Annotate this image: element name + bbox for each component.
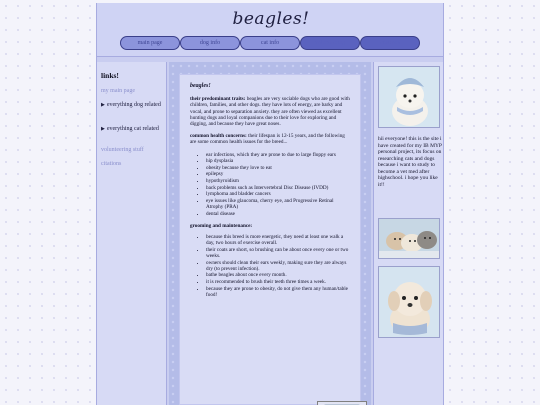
list-item: • it is recommended to brush their teeth three times a week. <box>206 279 350 285</box>
sidebar-item-label: everything dog related <box>106 102 161 108</box>
sidebar-item-volunteering[interactable]: volunteering stuff <box>101 147 144 153</box>
sidebar-item-dog[interactable] <box>101 102 163 109</box>
list-item: • bathe beagles about once every month. <box>206 272 350 278</box>
list-item: • because this breed is more energetic, they need at least one walk a day, two hours of exercise overall. <box>206 234 350 246</box>
right-column <box>373 62 444 405</box>
nav-main-page[interactable]: main page <box>120 36 180 50</box>
grooming-heading: grooming and maintenance: <box>190 222 253 229</box>
nav-citations[interactable]: citations <box>360 36 420 50</box>
list-item: • eye issues like glaucoma, cherry eye, and Progressive Retinal Atrophy (PRA) <box>206 198 350 210</box>
nav-cat-info[interactable]: cat info <box>240 36 300 50</box>
health-paragraph <box>190 133 350 145</box>
kittens-photo-icon <box>378 218 440 259</box>
list-item: • back problems such as Intervertebral Disc Disease (IVDD) <box>206 185 350 191</box>
list-item: • their coats are short, so brushing can be about once every one or two weeks. <box>206 247 350 259</box>
grooming-list <box>206 234 350 298</box>
sidebar-item-citations[interactable]: citations <box>101 161 122 167</box>
traits-paragraph <box>190 96 350 127</box>
header <box>97 3 444 57</box>
traits-text: beagles are very sociable dogs who are good with children, families, and other dogs. they have lots of energy, are barky and vocal, and prone to separation anxiety. they are often viewed as excellent hunting dogs and loyal companions due to their love for exploring and digging, and because they have great noses. <box>190 96 350 128</box>
sidebar <box>97 62 167 405</box>
sidebar-item-label: everything cat related <box>106 126 159 132</box>
bio-text: hii everyone! this is the site i have created for my IB MYP personal project, its focus on researching cats and dogs because i want to study to become a vet med after highschool. i hope you like it!! <box>378 136 442 188</box>
expand-triangle-icon: ▶ <box>101 127 105 132</box>
sidebar-item-main-page[interactable]: my main page <box>101 88 135 94</box>
nav-volunteering[interactable]: volunteering <box>300 36 360 50</box>
list-item: • obesity because they love to eat <box>206 165 350 171</box>
main-content-frame <box>169 62 371 405</box>
article <box>179 74 361 405</box>
site-title: beagles! <box>232 9 310 29</box>
health-list <box>206 152 350 217</box>
list-item: • epilepsy <box>206 171 350 177</box>
health-label: common health concerns: <box>190 133 247 140</box>
sidebar-title: links! <box>101 71 119 80</box>
list-item: • ear infections, which they are prone to due to large floppy ears <box>206 152 350 158</box>
bottom-image-thumbnail <box>317 401 367 405</box>
list-item: • because they are prone to obesity, do not give them any human/table food! <box>206 286 350 298</box>
list-item: • owners should clean their ears weekly, making sure they are always dry (to prevent infection). <box>206 260 350 272</box>
article-title: beagles! <box>190 83 211 89</box>
list-item: • hip dysplasia <box>206 158 350 164</box>
list-item: • hypothyroidism <box>206 178 350 184</box>
puppy-photo-icon <box>378 66 440 128</box>
traits-label: their predominant traits: <box>190 96 246 103</box>
fluffy-puppy-photo-icon <box>378 266 440 338</box>
expand-triangle-icon: ▶ <box>101 103 105 108</box>
site-container <box>96 3 444 405</box>
list-item: • dental disease <box>206 211 350 217</box>
health-text: their lifespan is 12-15 years, and the following are some common health issues for the breed... <box>190 133 345 146</box>
list-item: • lymphoma and bladder cancers <box>206 191 350 197</box>
sidebar-item-cat[interactable] <box>101 126 163 133</box>
nav-bar <box>120 36 420 50</box>
nav-dog-info[interactable]: dog info <box>180 36 240 50</box>
